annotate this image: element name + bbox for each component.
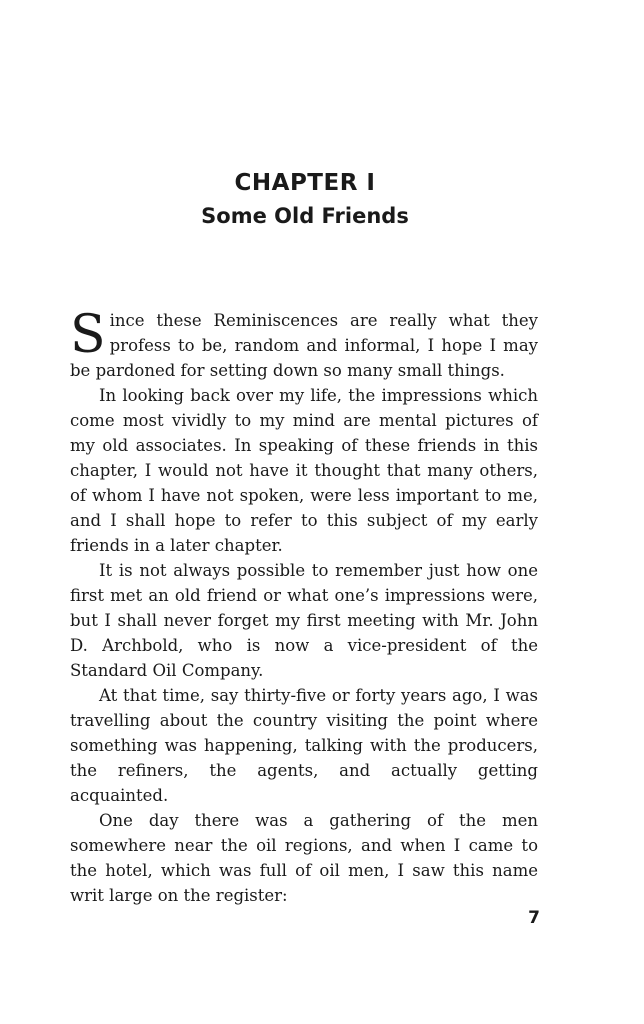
paragraph-1-text: ince these Reminiscences are really what they profess to be, random and informal, I hope I may be pardoned for setting down so many small things. xyxy=(70,311,538,380)
paragraph-1 xyxy=(70,305,538,383)
page-number: 7 xyxy=(528,908,540,928)
chapter-number: CHAPTER I xyxy=(234,170,376,196)
paragraph-4: At that time, say thirty-five or forty years ago, I was travelling about the country visiting the point where something was happening, talking with the producers, the refiners, the agents, and actually getting acquainted. xyxy=(70,686,538,805)
drop-cap: S xyxy=(70,305,106,365)
chapter-title: Some Old Friends xyxy=(201,204,409,228)
paragraph-3: It is not always possible to remember just how one first met an old friend or what one’s impressions were, but I shall never forget my first meeting with Mr. John D. Archbold, who is now a vice-president of the Standard Oil Company. xyxy=(70,561,538,680)
body-text xyxy=(70,305,538,908)
paragraph-5: One day there was a gathering of the men somewhere near the oil regions, and when I came to the hotel, which was full of oil men, I saw this name writ large on the register: xyxy=(70,811,538,905)
chapter-heading xyxy=(0,168,610,232)
paragraph-2: In looking back over my life, the impressions which come most vividly to my mind are mental pictures of my old associates. In speaking of these friends in this chapter, I would not have it thought that many others, of whom I have not spoken, were less important to me, and I shall hope to refer to this subject of my early friends in a later chapter. xyxy=(70,386,538,555)
